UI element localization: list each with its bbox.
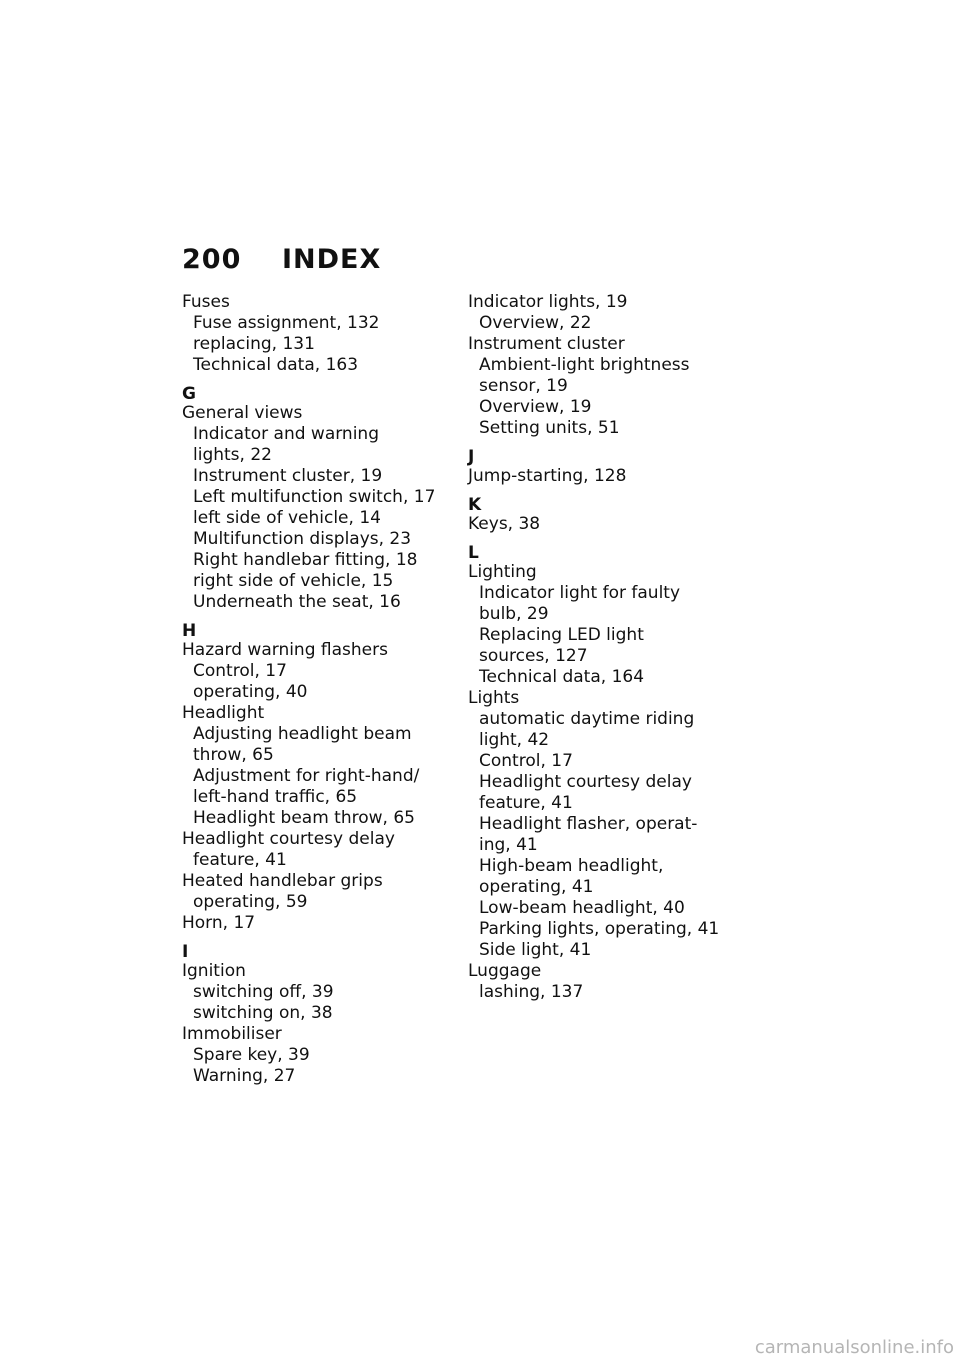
index-subentry: Ambient-light brightness	[479, 355, 690, 375]
index-entry: Luggage	[468, 961, 542, 981]
index-subentry: Control, 17	[479, 751, 573, 771]
index-subentry: Multifunction displays, 23	[193, 529, 412, 549]
index-subentry: High-beam headlight,	[479, 856, 664, 876]
index-subentry: left-hand traffic, 65	[193, 787, 358, 807]
index-subentry: lashing, 137	[479, 982, 584, 1002]
index-entry: Horn, 17	[182, 913, 256, 933]
index-entry: Instrument cluster	[468, 334, 625, 354]
index-subentry: Adjusting headlight beam	[193, 724, 412, 744]
index-subentry: automatic daytime riding	[479, 709, 695, 729]
index-subentry: switching off, 39	[193, 982, 334, 1002]
index-entry: Hazard warning flashers	[182, 640, 388, 660]
index-subentry: Side light, 41	[479, 940, 592, 960]
index-entry: Headlight	[182, 703, 265, 723]
index-subentry: throw, 65	[193, 745, 274, 765]
index-subentry: feature, 41	[479, 793, 573, 813]
index-entry: Immobiliser	[182, 1024, 282, 1044]
index-subentry: Instrument cluster, 19	[193, 466, 383, 486]
index-subentry: Overview, 19	[479, 397, 592, 417]
page-title: INDEX	[282, 244, 382, 275]
index-subentry: Fuse assignment, 132	[193, 313, 380, 333]
index-subentry: Low-beam headlight, 40	[479, 898, 685, 918]
index-subentry: feature, 41	[193, 850, 287, 870]
index-subentry: Indicator light for faulty	[479, 583, 681, 603]
index-subentry: Control, 17	[193, 661, 287, 681]
index-entry: Lights	[468, 688, 520, 708]
index-subentry: Headlight flasher, operat-	[479, 814, 698, 834]
index-entry: Heated handlebar grips	[182, 871, 383, 891]
index-subentry: Adjustment for right-hand/	[193, 766, 420, 786]
index-subentry: light, 42	[479, 730, 550, 750]
index-subentry: right side of vehicle, 15	[193, 571, 394, 591]
index-subentry: ing, 41	[479, 835, 538, 855]
index-subentry: Underneath the seat, 16	[193, 592, 401, 612]
index-subentry: Overview, 22	[479, 313, 592, 333]
index-entry: General views	[182, 403, 303, 423]
index-entry: Indicator lights, 19	[468, 292, 628, 312]
index-subentry: Right handlebar fitting, 18	[193, 550, 418, 570]
index-subentry: lights, 22	[193, 445, 272, 465]
index-subentry: Technical data, 163	[193, 355, 359, 375]
page-header	[182, 240, 381, 280]
index-subentry: sources, 127	[479, 646, 588, 666]
index-subentry: operating, 59	[193, 892, 308, 912]
index-entry: Headlight courtesy delay	[182, 829, 395, 849]
index-subentry: Setting units, 51	[479, 418, 620, 438]
index-subentry: Left multifunction switch, 17	[193, 487, 436, 507]
index-entry: Fuses	[182, 292, 230, 312]
page-number: 200	[182, 244, 242, 275]
index-entry: Ignition	[182, 961, 246, 981]
index-subentry: Headlight courtesy delay	[479, 772, 692, 792]
watermark: carmanualsonline.info	[754, 1337, 954, 1358]
index-entry: Lighting	[468, 562, 537, 582]
index-column-right	[468, 292, 738, 1003]
index-subentry: bulb, 29	[479, 604, 549, 624]
index-subentry: Warning, 27	[193, 1066, 296, 1086]
index-letter-heading: H	[182, 621, 197, 641]
index-subentry: left side of vehicle, 14	[193, 508, 381, 528]
index-subentry: operating, 41	[479, 877, 594, 897]
index-subentry: switching on, 38	[193, 1003, 333, 1023]
index-subentry: Spare key, 39	[193, 1045, 310, 1065]
index-subentry: Replacing LED light	[479, 625, 644, 645]
index-subentry: Indicator and warning	[193, 424, 379, 444]
index-entry: Jump-starting, 128	[468, 466, 627, 486]
index-subentry: operating, 40	[193, 682, 308, 702]
index-column-left	[182, 292, 452, 1087]
index-letter-heading: L	[468, 543, 479, 563]
index-entry: Keys, 38	[468, 514, 541, 534]
index-subentry: replacing, 131	[193, 334, 315, 354]
index-letter-heading: J	[468, 447, 475, 467]
index-subentry: Parking lights, operating, 41	[479, 919, 720, 939]
index-letter-heading: K	[468, 495, 482, 515]
index-subentry: sensor, 19	[479, 376, 568, 396]
index-subentry: Headlight beam throw, 65	[193, 808, 415, 828]
index-letter-heading: I	[182, 942, 189, 962]
index-subentry: Technical data, 164	[479, 667, 645, 687]
index-letter-heading: G	[182, 384, 196, 404]
